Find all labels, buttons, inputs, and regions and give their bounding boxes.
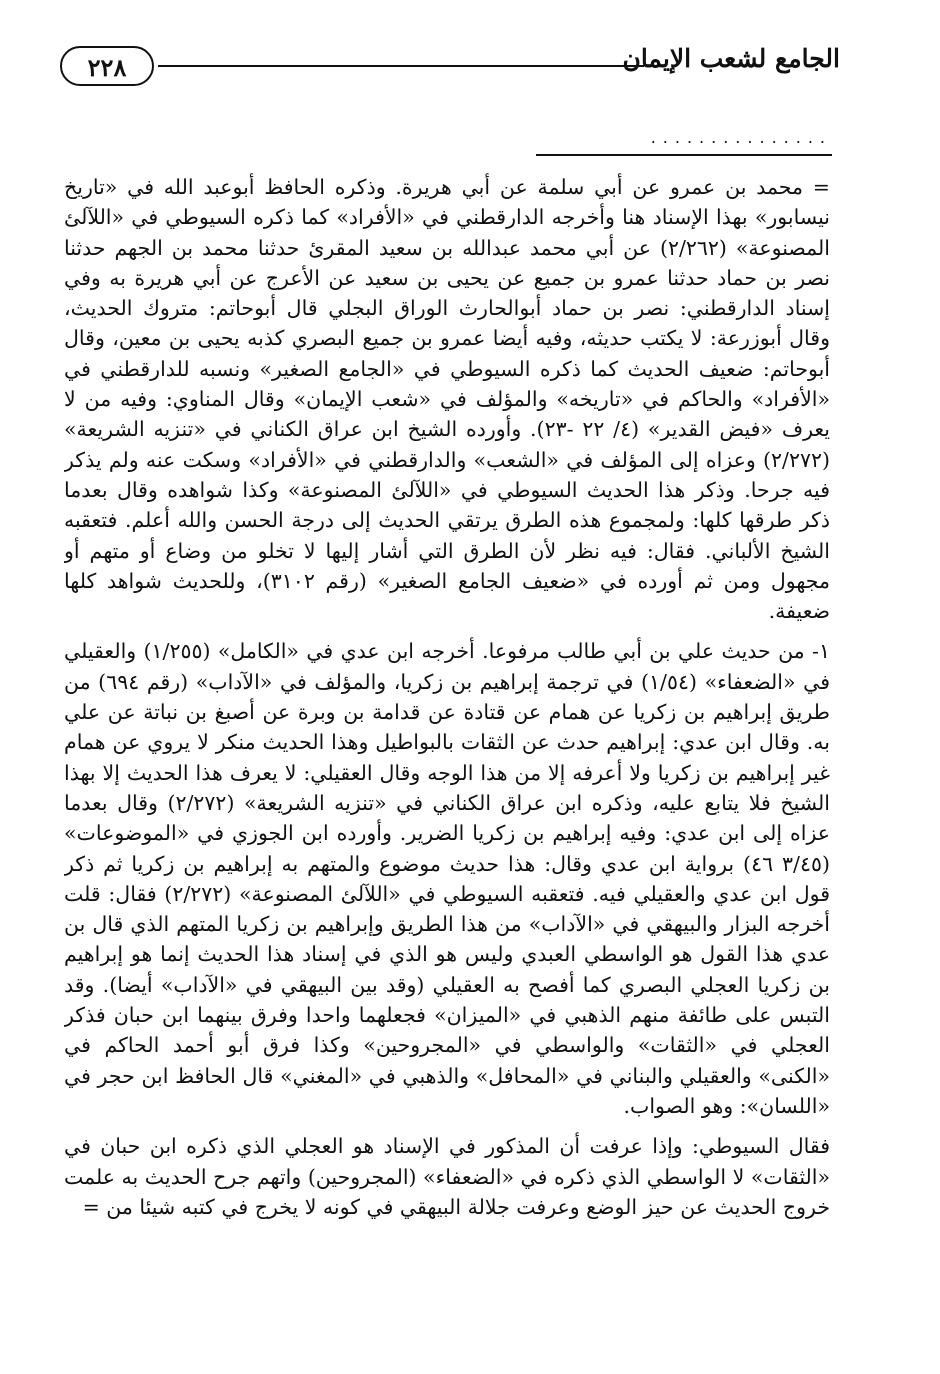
footnote-separator [536, 128, 832, 158]
header-rule [158, 65, 644, 67]
separator-line [536, 154, 832, 156]
paragraph-3: فقال السيوطي: وإذا عرفت أن المذكور في الإسناد هو العجلي الذي ذكره ابن حبان في «الثقات» لا الواسطي الذي ذكره في «الضعفاء» (المجروحين) واتهم جرح الحديث به علمت خروج الحديث عن حيز الوضع وعرفت جلالة البيهقي في كونه لا يخرج في كتبه شيئا من = [64, 1134, 830, 1219]
paragraph-1: = محمد بن عمرو عن أبي سلمة عن أبي هريرة. وذكره الحافظ أبوعبد الله في «تاريخ نيسابور» بهذا الإسناد هنا وأخرجه الدارقطني في «الأفراد» كما ذكره السيوطي في «اللآلئ المصنوعة» (٢/٢٦٢) عن أبي محمد عبدالله بن سعيد المقرئ حدثنا محمد بن الجهم حدثنا نصر بن حماد حدثنا عمرو بن جميع عن يحيى بن سعيد عن الأعرج عن أبي هريرة به وفي إسناد الدارقطني: نصر بن حماد أبوالحارث الوراق البجلي قال أبوحاتم: متروك الحديث، وقال أبوزرعة: لا يكتب حديثه، وفيه أيضا عمرو بن جميع البصري كذبه يحيى بن معين، وقال أبوحاتم: ضعيف الحديث كما ذكره السيوطي في «الجامع الصغير» ونسبه للدارقطني في «الأفراد» والحاكم في «تاريخه» والمؤلف في «شعب الإيمان» وقال المناوي: وفيه من لا يعرف «فيض القدير» (٤/ ٢٢ -٢٣). وأورده الشيخ ابن عراق الكناني في «تنزيه الشريعة» (٢/٢٧٢) وعزاه إلى المؤلف في «الشعب» والدارقطني في «الأفراد» وسكت عنه ولم يذكر فيه جرحا. وذكر هذا الحديث السيوطي في «اللآلئ المصنوعة» وكذا شواهده وقال بعدما ذكر طرقها كلها: ولمجموع هذه الطرق يرتقي الحديث إلى درجة الحسن والله أعلم. فتعقبه الشيخ الألباني. فقال: فيه نظر لأن الطرق التي أشار إليها لا تخلو من وضاع أو متهم أو مجهول ومن ثم أورده في «ضعيف الجامع الصغير» (رقم ٣١٠٢)، وللحديث شواهد كلها ضعيفة. [64, 175, 830, 624]
footnote-text [64, 172, 830, 1302]
running-title: الجامع لشعب الإيمان [622, 44, 840, 73]
page-header [60, 38, 840, 98]
page-number-badge: ٢٢٨ [60, 46, 154, 86]
paragraph-2: ١- من حديث علي بن أبي طالب مرفوعا. أخرجه ابن عدي في «الكامل» (١/٢٥٥) والعقيلي في «الضعفاء» (١/٥٤) في ترجمة إبراهيم بن زكريا، والمؤلف في «الآداب» (رقم ٦٩٤) من طريق إبراهيم بن زكريا عن همام عن قتادة عن قدامة بن وبرة عن أصبغ بن نباتة عن علي به. وقال ابن عدي: إبراهيم حدث عن الثقات بالبواطيل وهذا الحديث منكر لا يروي عن همام غير إبراهيم بن زكريا ولا أعرفه إلا من هذا الوجه وقال العقيلي: لا يعرف هذا الحديث إلا بهذا الشيخ فلا يتابع عليه، وذكره ابن عراق الكناني في «تنزيه الشريعة» (٢/٢٧٢) وقال بعدما عزاه إلى ابن عدي: وفيه إبراهيم بن زكريا الضرير. وأورده ابن الجوزي في «الموضوعات» (٣/٤٥ ٤٦) برواية ابن عدي وقال: هذا حديث موضوع والمتهم به إبراهيم بن زكريا ثم ذكر قول ابن عدي والعقيلي فيه. فتعقبه السيوطي في «اللآلئ المصنوعة» (٢/٢٧٢) فقال: قلت أخرجه البزار والبيهقي في «الآداب» من هذا الطريق وإبراهيم بن زكريا المتهم الذي قال بن عدي هذا القول هو الواسطي العبدي وليس هو الذي في إسناد هذا الحديث إنما هو إبراهيم بن زكريا العجلي البصري كما أفصح به العقيلي (وقد بين البيهقي في «الآداب» أيضا). وقد التبس على طائفة منهم الذهبي في «الميزان» فجعلهما واحدا وفرق بينهما ابن حبان فذكر العجلي في «الثقات» والواسطي في «المجروحين» وكذا فرق أبو أحمد الحاكم في «الكنى» والعقيلي والبناني في «المحافل» والذهبي في «المغني» قال الحافظ ابن حجر في «اللسان»: وهو الصواب. [64, 639, 830, 1118]
separator-dots: ............... [650, 128, 832, 147]
